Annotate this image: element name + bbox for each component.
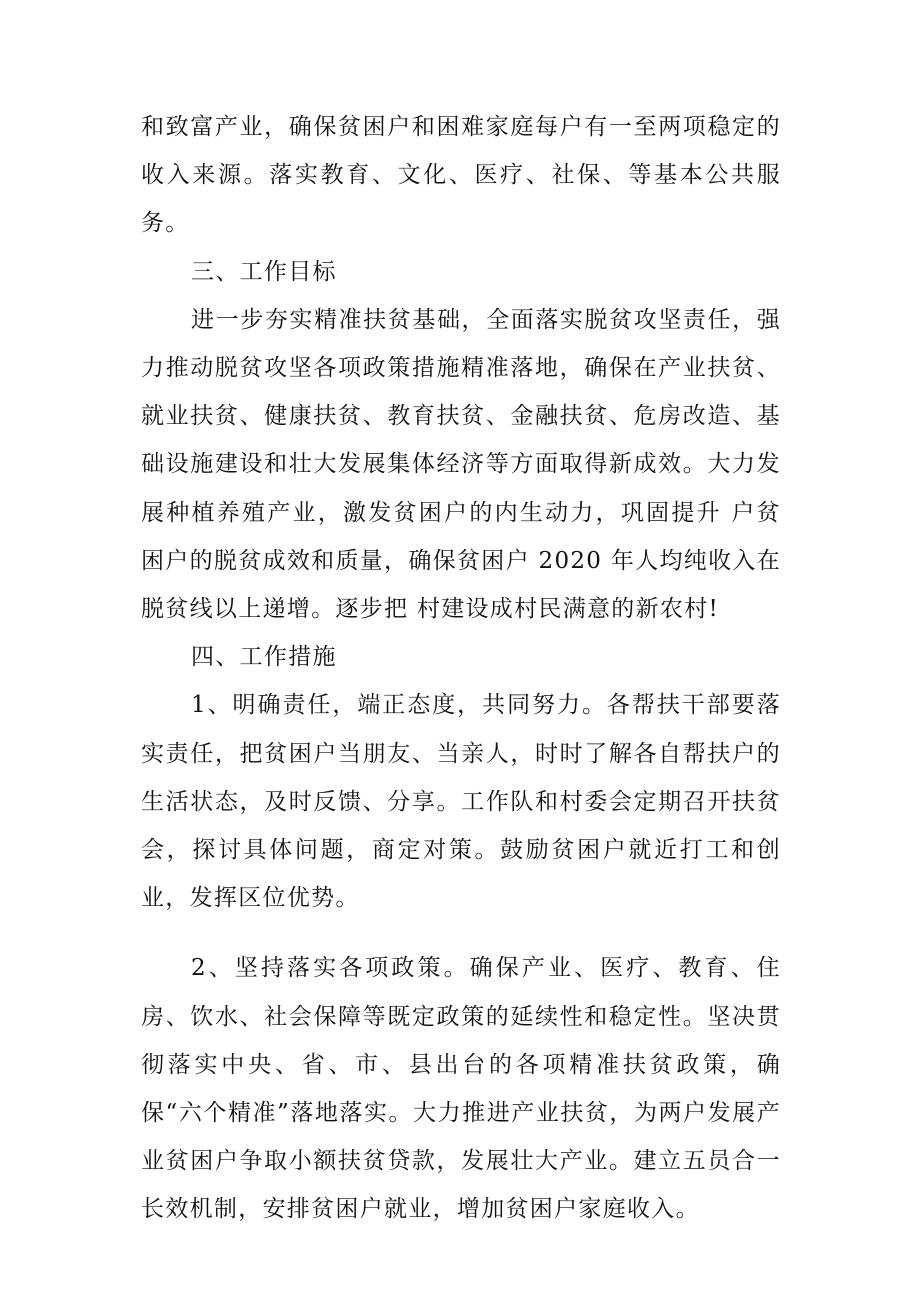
paragraph-goals: 进一步夯实精准扶贫基础，全面落实脱贫攻坚责任，强力推动脱贫攻坚各项政策措施精准落地，确保在产业扶贫、就业扶贫、健康扶贫、教育扶贫、金融扶贫、危房改造、基础设施建设和壮大发展集体经济等方面取得新成效。大力发展种植养殖产业，激发贫困户的内生动力，巩固提升 户贫困户的脱贫成效和质量，确保贫困户 2020 年人均纯收入在脱贫线以上递增。逐步把 村建设成村民满意的新农村!: [141, 306, 781, 623]
paragraph-gap: [141, 922, 781, 944]
section-heading-measures: 四、工作措施: [191, 644, 337, 671]
document-body: [141, 103, 781, 1234]
paragraph-measure-2: 2、坚持落实各项政策。确保产业、医疗、教育、住房、饮水、社会保障等既定政策的延续性和稳定性。坚决贯彻落实中央、省、市、县出台的各项精准扶贫政策，确保“六个精准”落地落实。大力推进产业扶贫，为两户发展产业贫困户争取小额扶贫贷款，发展壮大产业。建立五员合一长效机制，安排贫困户就业，增加贫困户家庭收入。: [141, 955, 781, 1223]
section-heading-goals: 三、工作目标: [191, 258, 337, 285]
paragraph-measure-1: 1、明确责任，端正态度，共同努力。各帮扶干部要落实责任，把贫困户当朋友、当亲人，时时了解各自帮扶户的生活状态，及时反馈、分享。工作队和村委会定期召开扶贫会，探讨具体问题，商定对策。鼓励贫困户就近打工和创业，发挥区位优势。: [141, 692, 781, 912]
paragraph-continuation: 和致富产业，确保贫困户和困难家庭每户有一至两项稳定的收入来源。落实教育、文化、医疗、社保、等基本公共服务。: [141, 114, 781, 237]
